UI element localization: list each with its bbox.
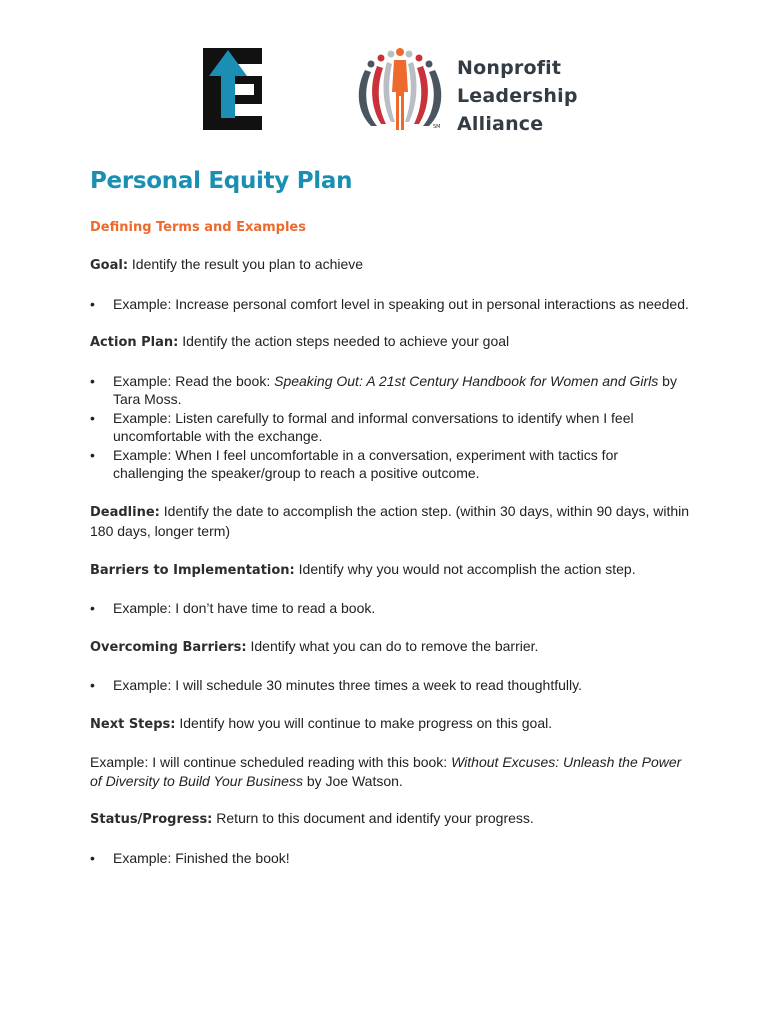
goal-text: Identify the result you plan to achieve (128, 256, 364, 272)
service-mark: SM (433, 124, 441, 130)
people-circle-logo-icon (353, 46, 453, 136)
deadline-paragraph (90, 502, 690, 541)
barriers-text: Identify why you would not accomplish the action step. (294, 560, 636, 577)
action-plan-example-1-prefix: Example: Read the book: (113, 372, 275, 389)
action-plan-paragraph (90, 332, 690, 353)
deadline-text: Identify the date to accomplish the action step. (within 30 days, within 90 days, within 180 days, longer term) (90, 502, 690, 539)
goal-label: Goal: (90, 258, 129, 273)
status-examples (90, 849, 690, 868)
action-plan-example-1 (90, 372, 690, 409)
overcoming-text: Identify what you can do to remove the barrier. (246, 637, 539, 654)
action-plan-example-2: • Example: Listen carefully to formal and informal conversations to identify when I feel uncomfortable with the exchange. (90, 409, 690, 446)
next-steps-label: Next Steps: (90, 716, 176, 732)
book-title-without-excuses: Without Excuses: Unleash the Power of Diversity to Build Your Business (90, 754, 682, 789)
nla-logo (353, 46, 583, 136)
next-steps-example-suffix: by Joe Watson. (302, 772, 403, 789)
action-plan-label: Action Plan: (90, 335, 179, 350)
nla-wordmark (457, 54, 578, 138)
next-steps-paragraph (90, 714, 690, 735)
document-body (90, 255, 690, 867)
status-paragraph (90, 809, 690, 830)
next-steps-example-prefix: Example: I will continue scheduled reading with this book: (90, 754, 452, 770)
nla-line-3: Alliance (457, 113, 544, 135)
nla-line-2: Leadership (457, 85, 578, 107)
deadline-label: Deadline: (90, 504, 160, 520)
overcoming-paragraph (90, 637, 690, 658)
goal-example-1: • Example: Increase personal comfort level in speaking out in personal interactions as needed. (90, 295, 690, 314)
action-plan-examples (90, 372, 690, 483)
barriers-label: Barriers to Implementation: (90, 562, 295, 578)
action-plan-example-3: • Example: When I feel uncomfortable in a conversation, experiment with tactics for challenging the speaker/group to reach a positive outcome. (90, 446, 690, 483)
book-title-speaking-out: Speaking Out: A 21st Century Handbook for Women and Girls (274, 372, 659, 389)
barriers-paragraph (90, 560, 690, 581)
status-text: Return to this document and identify your progress. (212, 810, 534, 826)
next-steps-text: Identify how you will continue to make progress on this goal. (175, 714, 553, 731)
action-plan-example-1-suffix: by Tara Moss. (113, 372, 677, 407)
goal-examples (90, 295, 690, 314)
section-subtitle: Defining Terms and Examples (90, 220, 306, 235)
status-label: Status/Progress: (90, 812, 213, 827)
page-title: Personal Equity Plan (90, 168, 353, 194)
nla-line-1: Nonprofit (457, 57, 562, 79)
action-plan-text: Identify the action steps needed to achieve your goal (178, 333, 510, 349)
barriers-examples (90, 599, 690, 618)
next-steps-example (90, 753, 690, 790)
overcoming-examples (90, 676, 690, 695)
overcoming-label: Overcoming Barriers: (90, 639, 247, 655)
barriers-example-1: • Example: I don’t have time to read a book. (90, 599, 690, 618)
goal-paragraph (90, 255, 690, 276)
overcoming-example-1: • Example: I will schedule 30 minutes three times a week to read thoughtfully. (90, 676, 690, 695)
status-example-1: • Example: Finished the book! (90, 849, 690, 868)
arrow-e-logo-icon (203, 48, 262, 130)
